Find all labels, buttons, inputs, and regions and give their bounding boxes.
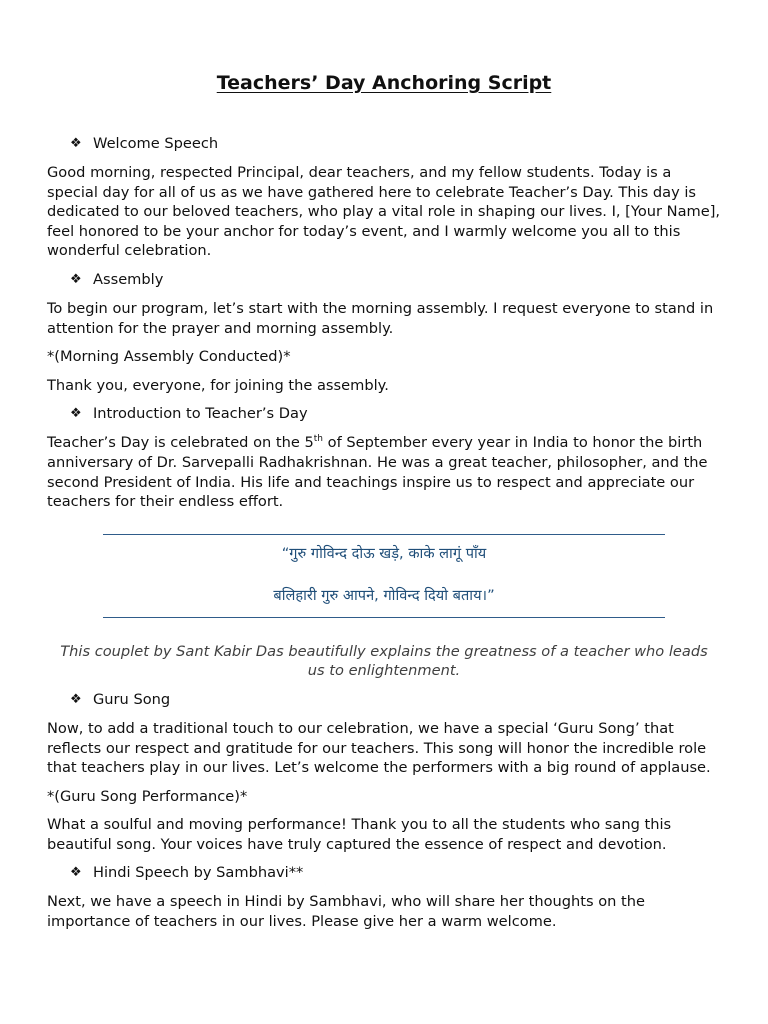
heading-hindi-speech	[47, 863, 721, 883]
assembly-thanks: Thank you, everyone, for joining the assembly.	[47, 376, 389, 394]
intro-text-end: of September every year in India to honor the birth anniversary of Dr. Sarvepalli Radhakrishnan. He was a great teacher, philosopher, and the second President of India. His life and teachings inspire us to respect and appreciate our teachers for their endless effort.	[47, 434, 708, 511]
guru-song-paragraph: Now, to add a traditional touch to our celebration, we have a special ‘Guru Song’ that reflects our respect and gratitude for our teachers. This song will honor the incredible role that teachers play in our lives. Let’s welcome the performers with a big round of applause.	[47, 719, 711, 777]
couplet-line-1: “गुरु गोविन्द दोऊ खड़े, काके लागूं पाँय	[281, 544, 487, 562]
assembly-paragraph: To begin our program, let’s start with the morning assembly. I request everyone to stand in attention for the prayer and morning assembly.	[47, 299, 714, 337]
heading-label: Guru Song	[93, 690, 171, 708]
guru-song-thanks: What a soulful and moving performance! Thank you to all the students who sang this beautiful song. Your voices have truly captured the essence of respect and devotion.	[47, 816, 672, 853]
diamond-bullet-icon: ❖	[70, 691, 82, 707]
assembly-note: *(Morning Assembly Conducted)*	[47, 348, 291, 366]
intro-text-start: Teacher’s Day is celebrated on the 5	[47, 434, 314, 452]
diamond-bullet-icon: ❖	[70, 865, 82, 881]
couplet-quote-box	[103, 534, 665, 618]
ordinal-suffix: th	[313, 434, 324, 445]
heading-guru-song	[47, 690, 721, 710]
diamond-bullet-icon: ❖	[70, 136, 82, 151]
heading-label: Introduction to Teacher’s Day	[93, 405, 308, 423]
heading-label: Assembly	[93, 270, 164, 288]
welcome-paragraph: Good morning, respected Principal, dear teachers, and my fellow students. Today is a special day for all of us as we have gathered here to celebrate Teacher’s Day. This day is dedicated to our beloved teachers, who play a vital role in shaping our lives. I, [Your Name], feel honored to be your anchor for today’s event, and I warmly welcome you all to this wonderful celebration.	[47, 164, 721, 260]
couplet-caption: This couplet by Sant Kabir Das beautifully explains the greatness of a teacher who leads us to enlightenment.	[60, 642, 708, 680]
diamond-bullet-icon: ❖	[70, 271, 82, 287]
heading-label: Welcome Speech	[93, 135, 219, 152]
diamond-bullet-icon: ❖	[70, 406, 82, 422]
guru-song-note: *(Guru Song Performance)*	[47, 787, 248, 805]
heading-label: Hindi Speech by Sambhavi**	[93, 864, 304, 882]
heading-assembly	[47, 270, 721, 290]
hindi-speech-paragraph: Next, we have a speech in Hindi by Sambhavi, who will share her thoughts on the importance of teachers in our lives. Please give her a warm welcome.	[47, 893, 646, 931]
heading-introduction	[47, 404, 721, 424]
couplet-line-2: बलिहारी गुरु आपने, गोविन्द दियो बताय।”	[273, 586, 495, 604]
heading-welcome-speech	[47, 134, 721, 154]
document-title: Teachers’ Day Anchoring Script	[216, 72, 552, 94]
introduction-paragraph	[47, 433, 721, 511]
